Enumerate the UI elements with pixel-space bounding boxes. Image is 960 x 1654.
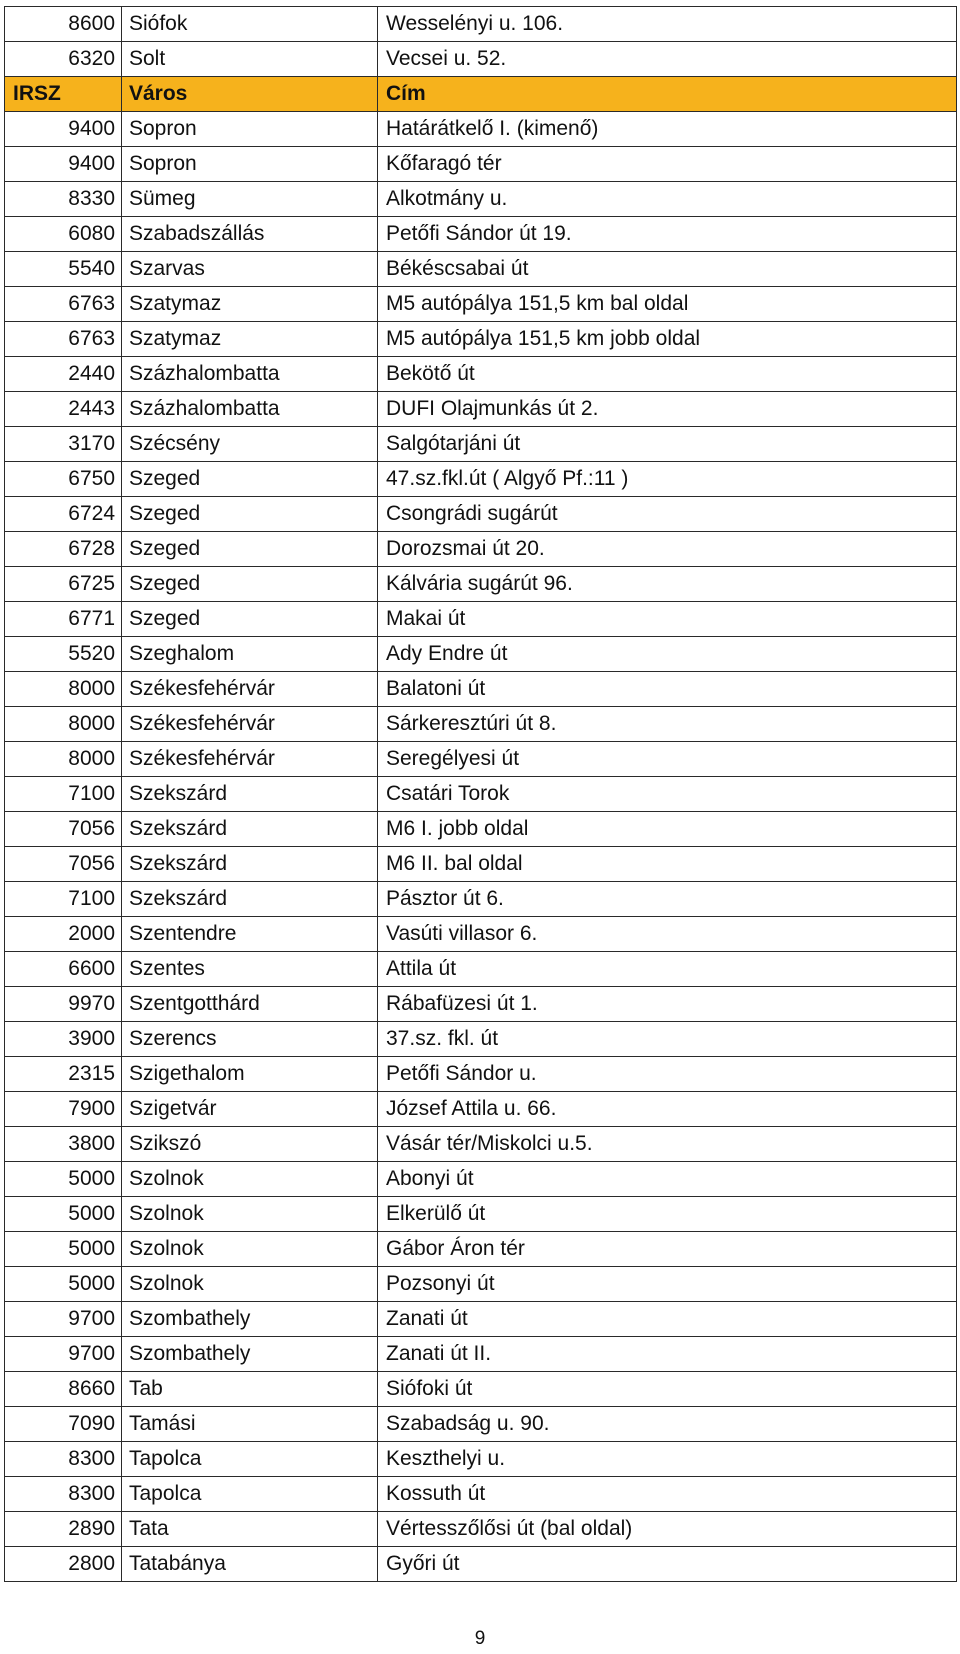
city-cell: Szeged: [122, 567, 378, 602]
zip-cell: 6320: [5, 42, 122, 77]
table-row: [5, 497, 957, 532]
address-cell: Bekötő út: [378, 357, 957, 392]
table-row: [5, 392, 957, 427]
zip-cell: 7056: [5, 812, 122, 847]
address-cell: Gábor Áron tér: [378, 1232, 957, 1267]
address-cell: Győri út: [378, 1547, 957, 1582]
zip-cell: 6763: [5, 322, 122, 357]
city-cell: Tab: [122, 1372, 378, 1407]
city-cell: Tapolca: [122, 1442, 378, 1477]
table-row: [5, 427, 957, 462]
address-cell: Vecsei u. 52.: [378, 42, 957, 77]
table-row: [5, 147, 957, 182]
address-cell: Balatoni út: [378, 672, 957, 707]
zip-cell: 9700: [5, 1337, 122, 1372]
zip-cell: 2000: [5, 917, 122, 952]
city-cell: Szentgotthárd: [122, 987, 378, 1022]
zip-cell: 6771: [5, 602, 122, 637]
address-cell: Békéscsabai út: [378, 252, 957, 287]
address-cell: Vértesszőlősi út (bal oldal): [378, 1512, 957, 1547]
table-row: [5, 1197, 957, 1232]
city-cell: Tata: [122, 1512, 378, 1547]
address-table: [4, 6, 957, 1582]
address-cell: Kőfaragó tér: [378, 147, 957, 182]
city-cell: Székesfehérvár: [122, 742, 378, 777]
city-cell: Szécsény: [122, 427, 378, 462]
city-cell: Szolnok: [122, 1267, 378, 1302]
city-cell: Százhalombatta: [122, 392, 378, 427]
zip-cell: 8300: [5, 1442, 122, 1477]
zip-cell: 8660: [5, 1372, 122, 1407]
address-cell: Alkotmány u.: [378, 182, 957, 217]
table-row: [5, 462, 957, 497]
city-cell: Tatabánya: [122, 1547, 378, 1582]
address-cell: M5 autópálya 151,5 km jobb oldal: [378, 322, 957, 357]
zip-cell: 7056: [5, 847, 122, 882]
header-address: Cím: [378, 77, 957, 112]
table-row: [5, 917, 957, 952]
city-cell: Sümeg: [122, 182, 378, 217]
header-city: Város: [122, 77, 378, 112]
city-cell: Szeged: [122, 532, 378, 567]
address-cell: Siófoki út: [378, 1372, 957, 1407]
table-row: [5, 1232, 957, 1267]
address-cell: Makai út: [378, 602, 957, 637]
city-cell: Szombathely: [122, 1337, 378, 1372]
zip-cell: 2443: [5, 392, 122, 427]
table-row: [5, 287, 957, 322]
address-cell: Elkerülő út: [378, 1197, 957, 1232]
address-cell: Salgótarjáni út: [378, 427, 957, 462]
zip-cell: 8300: [5, 1477, 122, 1512]
address-cell: Petőfi Sándor u.: [378, 1057, 957, 1092]
address-cell: Wesselényi u. 106.: [378, 7, 957, 42]
address-cell: Határátkelő I. (kimenő): [378, 112, 957, 147]
zip-cell: 7090: [5, 1407, 122, 1442]
city-cell: Szeged: [122, 497, 378, 532]
city-cell: Sopron: [122, 112, 378, 147]
zip-cell: 5000: [5, 1232, 122, 1267]
table-row: [5, 567, 957, 602]
address-cell: 47.sz.fkl.út ( Algyő Pf.:11 ): [378, 462, 957, 497]
city-cell: Szentendre: [122, 917, 378, 952]
table-row: [5, 637, 957, 672]
zip-cell: 5000: [5, 1197, 122, 1232]
address-cell: M5 autópálya 151,5 km bal oldal: [378, 287, 957, 322]
zip-cell: 5000: [5, 1267, 122, 1302]
zip-cell: 6750: [5, 462, 122, 497]
zip-cell: 3170: [5, 427, 122, 462]
city-cell: Szeghalom: [122, 637, 378, 672]
table-row: [5, 532, 957, 567]
zip-cell: 3800: [5, 1127, 122, 1162]
address-cell: Vásár tér/Miskolci u.5.: [378, 1127, 957, 1162]
table-row: [5, 1407, 957, 1442]
address-cell: 37.sz. fkl. út: [378, 1022, 957, 1057]
address-cell: DUFI Olajmunkás út 2.: [378, 392, 957, 427]
address-cell: Abonyi út: [378, 1162, 957, 1197]
address-cell: Zanati út: [378, 1302, 957, 1337]
city-cell: Sopron: [122, 147, 378, 182]
city-cell: Szeged: [122, 602, 378, 637]
table-row: [5, 217, 957, 252]
address-cell: Pásztor út 6.: [378, 882, 957, 917]
table-row: [5, 742, 957, 777]
table-row: [5, 1372, 957, 1407]
table-row: [5, 602, 957, 637]
table-row: [5, 847, 957, 882]
city-cell: Siófok: [122, 7, 378, 42]
table-row: [5, 882, 957, 917]
zip-cell: 2440: [5, 357, 122, 392]
city-cell: Szekszárd: [122, 777, 378, 812]
zip-cell: 9970: [5, 987, 122, 1022]
city-cell: Szekszárd: [122, 882, 378, 917]
address-cell: Ady Endre út: [378, 637, 957, 672]
address-cell: Petőfi Sándor út 19.: [378, 217, 957, 252]
zip-cell: 5000: [5, 1162, 122, 1197]
city-cell: Tamási: [122, 1407, 378, 1442]
address-cell: Keszthelyi u.: [378, 1442, 957, 1477]
table-row: [5, 357, 957, 392]
zip-cell: 7100: [5, 777, 122, 812]
header-zip: IRSZ: [5, 77, 122, 112]
zip-cell: 9400: [5, 112, 122, 147]
zip-cell: 2315: [5, 1057, 122, 1092]
address-cell: Seregélyesi út: [378, 742, 957, 777]
zip-cell: 8330: [5, 182, 122, 217]
table-row: [5, 42, 957, 77]
table-row: [5, 1477, 957, 1512]
city-cell: Szentes: [122, 952, 378, 987]
zip-cell: 5520: [5, 637, 122, 672]
table-row: [5, 1162, 957, 1197]
zip-cell: 2890: [5, 1512, 122, 1547]
city-cell: Szeged: [122, 462, 378, 497]
table-row: [5, 7, 957, 42]
city-cell: Szatymaz: [122, 322, 378, 357]
city-cell: Székesfehérvár: [122, 707, 378, 742]
address-cell: Attila út: [378, 952, 957, 987]
table-row: [5, 1092, 957, 1127]
address-table-body: [5, 7, 957, 1582]
table-row: [5, 1337, 957, 1372]
zip-cell: 7900: [5, 1092, 122, 1127]
zip-cell: 8000: [5, 672, 122, 707]
table-row: [5, 672, 957, 707]
zip-cell: 6080: [5, 217, 122, 252]
address-cell: Rábafüzesi út 1.: [378, 987, 957, 1022]
table-header-row: [5, 77, 957, 112]
zip-cell: 2800: [5, 1547, 122, 1582]
city-cell: Szolnok: [122, 1162, 378, 1197]
table-row: [5, 987, 957, 1022]
zip-cell: 7100: [5, 882, 122, 917]
zip-cell: 6763: [5, 287, 122, 322]
address-cell: Szabadság u. 90.: [378, 1407, 957, 1442]
city-cell: Szekszárd: [122, 812, 378, 847]
address-cell: Kálvária sugárút 96.: [378, 567, 957, 602]
table-row: [5, 777, 957, 812]
address-cell: Dorozsmai út 20.: [378, 532, 957, 567]
city-cell: Százhalombatta: [122, 357, 378, 392]
city-cell: Tapolca: [122, 1477, 378, 1512]
table-row: [5, 1127, 957, 1162]
address-cell: Zanati út II.: [378, 1337, 957, 1372]
city-cell: Solt: [122, 42, 378, 77]
city-cell: Szatymaz: [122, 287, 378, 322]
table-row: [5, 1267, 957, 1302]
city-cell: Szerencs: [122, 1022, 378, 1057]
zip-cell: 6724: [5, 497, 122, 532]
address-cell: Csatári Torok: [378, 777, 957, 812]
city-cell: Székesfehérvár: [122, 672, 378, 707]
table-row: [5, 252, 957, 287]
table-row: [5, 182, 957, 217]
table-row: [5, 112, 957, 147]
page-number: 9: [474, 1628, 486, 1649]
city-cell: Szolnok: [122, 1197, 378, 1232]
table-row: [5, 1057, 957, 1092]
address-cell: Sárkeresztúri út 8.: [378, 707, 957, 742]
city-cell: Szikszó: [122, 1127, 378, 1162]
address-cell: József Attila u. 66.: [378, 1092, 957, 1127]
table-row: [5, 812, 957, 847]
zip-cell: 8600: [5, 7, 122, 42]
zip-cell: 6728: [5, 532, 122, 567]
address-cell: Vasúti villasor 6.: [378, 917, 957, 952]
address-cell: M6 I. jobb oldal: [378, 812, 957, 847]
address-cell: M6 II. bal oldal: [378, 847, 957, 882]
zip-cell: 9700: [5, 1302, 122, 1337]
address-cell: Kossuth út: [378, 1477, 957, 1512]
city-cell: Szigetvár: [122, 1092, 378, 1127]
zip-cell: 9400: [5, 147, 122, 182]
address-cell: Csongrádi sugárút: [378, 497, 957, 532]
table-row: [5, 322, 957, 357]
zip-cell: 6600: [5, 952, 122, 987]
city-cell: Szombathely: [122, 1302, 378, 1337]
address-cell: Pozsonyi út: [378, 1267, 957, 1302]
table-row: [5, 1302, 957, 1337]
zip-cell: 3900: [5, 1022, 122, 1057]
city-cell: Szekszárd: [122, 847, 378, 882]
zip-cell: 8000: [5, 707, 122, 742]
zip-cell: 5540: [5, 252, 122, 287]
city-cell: Szolnok: [122, 1232, 378, 1267]
table-row: [5, 1547, 957, 1582]
zip-cell: 6725: [5, 567, 122, 602]
table-row: [5, 952, 957, 987]
city-cell: Szarvas: [122, 252, 378, 287]
table-row: [5, 1442, 957, 1477]
zip-cell: 8000: [5, 742, 122, 777]
city-cell: Szabadszállás: [122, 217, 378, 252]
table-row: [5, 707, 957, 742]
table-row: [5, 1022, 957, 1057]
city-cell: Szigethalom: [122, 1057, 378, 1092]
table-row: [5, 1512, 957, 1547]
